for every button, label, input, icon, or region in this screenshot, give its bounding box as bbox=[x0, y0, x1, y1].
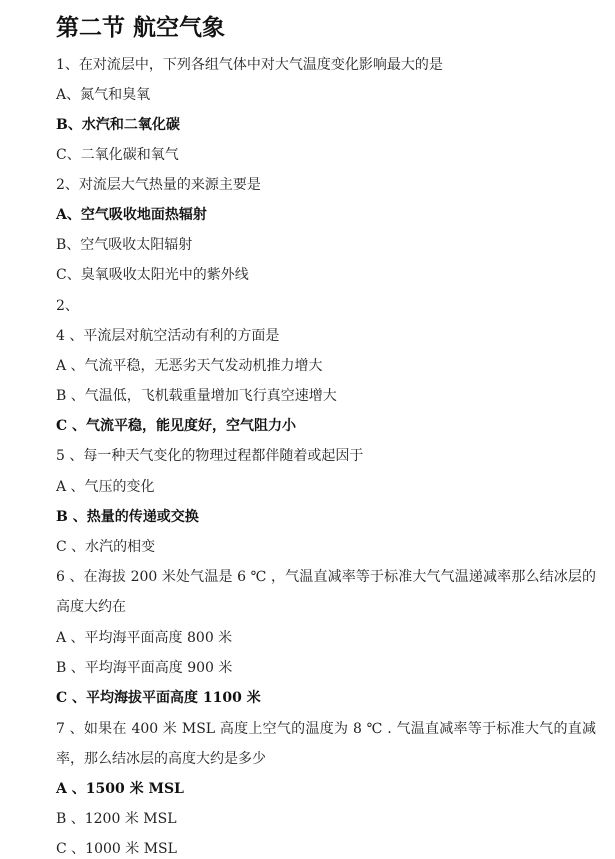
option-5b-answer: B 、热量的传递或交换 bbox=[56, 509, 199, 525]
option-1c: C、二氧化碳和氧气 bbox=[56, 147, 179, 163]
option-4a: A 、气流平稳，无恶劣天气发动机推力增大 bbox=[56, 358, 323, 374]
option-1a: A、氮气和臭氧 bbox=[56, 87, 151, 103]
option-6a: A 、平均海平面高度 800 米 bbox=[56, 630, 233, 646]
question-7: 7 、如果在 400 米 MSL 高度上空气的温度为 8 ℃ . 气温直减率等于标准大气的直减率，那么结冰层的高度大约是多少 bbox=[56, 721, 596, 767]
question-6: 6 、在海拔 200 米处气温是 6 ℃ ，气温直减率等于标准大气气温递减率那么结冰层的高度大约在 bbox=[56, 569, 596, 615]
question-5: 5 、每一种天气变化的物理过程都伴随着或起因于 bbox=[56, 448, 364, 464]
option-7c: C 、1000 米 MSL bbox=[56, 841, 177, 857]
option-5c: C 、水汽的相变 bbox=[56, 539, 156, 555]
option-2c: C、臭氧吸收太阳光中的紫外线 bbox=[56, 267, 249, 283]
question-3-empty: 2、 bbox=[56, 298, 79, 314]
option-4c-answer: C 、气流平稳，能见度好，空气阻力小 bbox=[56, 418, 297, 434]
option-6c-answer: C 、平均海拔平面高度 1100 米 bbox=[56, 690, 261, 706]
option-2b: B、空气吸收太阳辐射 bbox=[56, 237, 193, 253]
section-title: 第二节 航空气象 bbox=[56, 15, 226, 41]
question-4: 4 、平流层对航空活动有利的方面是 bbox=[56, 328, 280, 344]
option-1b-answer: B、水汽和二氧化碳 bbox=[56, 117, 180, 133]
option-7b: B 、1200 米 MSL bbox=[56, 811, 177, 827]
question-2: 2、对流层大气热量的来源主要是 bbox=[56, 177, 261, 193]
option-6b: B 、平均海平面高度 900 米 bbox=[56, 660, 233, 676]
question-1: 1、在对流层中，下列各组气体中对大气温度变化影响最大的是 bbox=[56, 57, 443, 73]
option-7a-answer: A 、1500 米 MSL bbox=[56, 781, 184, 797]
option-2a-answer: A、空气吸收地面热辐射 bbox=[56, 207, 207, 223]
option-5a: A 、气压的变化 bbox=[56, 479, 155, 495]
option-4b: B 、气温低，飞机载重量增加飞行真空速增大 bbox=[56, 388, 337, 404]
